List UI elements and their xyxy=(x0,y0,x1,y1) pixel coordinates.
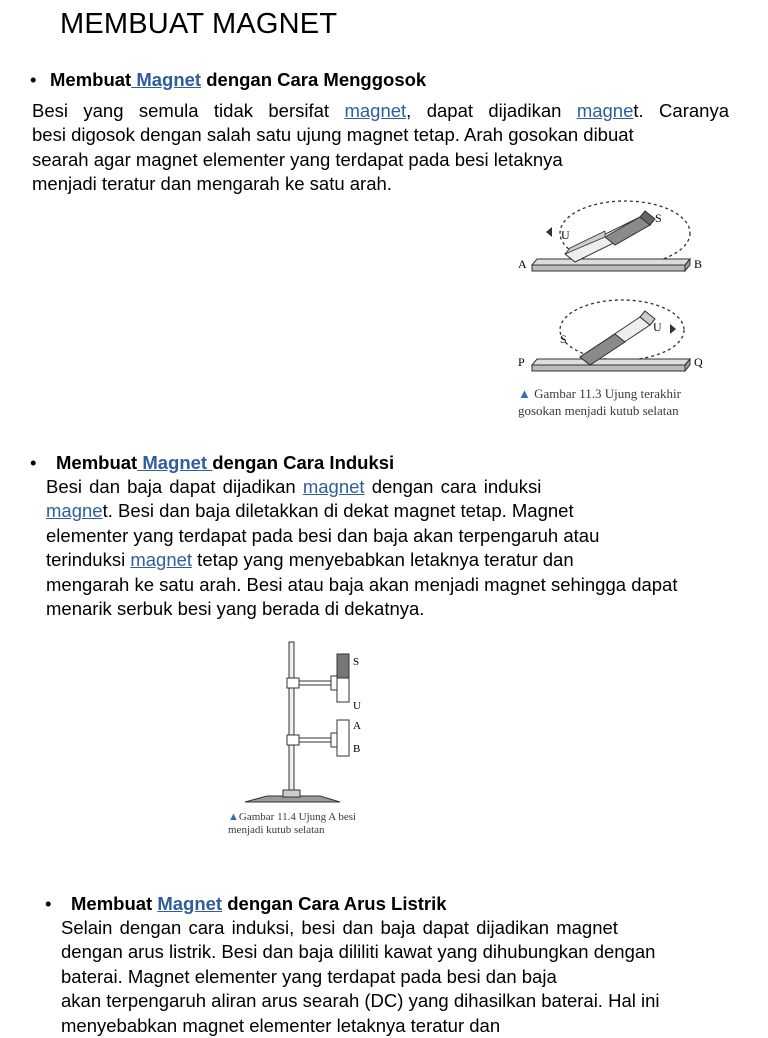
heading-text: dengan Cara Arus Listrik xyxy=(222,893,447,914)
paragraph-line: menyebabkan magnet elementer letaknya teratur dan xyxy=(61,1014,501,1036)
figure-caption: ▲Gambar 11.4 Ujung A besi menjadi kutub selatan xyxy=(228,811,357,836)
paragraph-line: Selain dengan cara induksi, besi dan baja dapat dijadikan magnet xyxy=(61,917,618,938)
figure-rubbing-magnet xyxy=(510,195,725,425)
magnet-link[interactable]: magne xyxy=(576,100,634,121)
caption-triangle-icon: ▲ xyxy=(518,386,531,401)
heading-text: Membuat xyxy=(71,893,158,914)
paragraph-line: mengarah ke satu arah. Besi atau baja akan menjadi magnet sehingga dapat xyxy=(46,573,678,595)
paragraph-arus-listrik xyxy=(61,916,721,1038)
pole-label: S xyxy=(655,211,662,225)
page-title: MEMBUAT MAGNET xyxy=(60,8,338,40)
end-label: A xyxy=(353,720,361,732)
paragraph-line: menarik serbuk besi yang berada di dekatnya. xyxy=(46,598,425,620)
paragraph-menggosok xyxy=(32,99,729,197)
paragraph-line: elementer yang terdapat pada besi dan baja akan terpengaruh atau xyxy=(46,524,600,546)
paragraph-line: Besi dan baja dapat dijadikan magnet dengan cara induksi xyxy=(46,476,542,497)
paragraph-line: Besi yang semula tidak bersifat magnet, dapat dijadikan magnet. Caranya xyxy=(32,100,729,121)
paragraph-line: besi digosok dengan salah satu ujung magnet tetap. Arah gosokan dibuat xyxy=(32,124,634,146)
bar-end-label: P xyxy=(518,355,525,369)
pole-label: S xyxy=(353,656,360,668)
section-heading-induksi xyxy=(30,452,394,474)
magnet-link[interactable]: Magnet xyxy=(157,893,223,914)
pole-label: S xyxy=(560,332,567,346)
section-heading-arus-listrik xyxy=(45,893,447,915)
section-heading-menggosok xyxy=(30,69,426,91)
magnet-link[interactable]: Magnet xyxy=(131,69,202,90)
figure-caption: ▲ Gambar 11.3 Ujung terakhir gosokan menjadi kutub selatan xyxy=(518,386,681,418)
caption-triangle-icon: ▲ xyxy=(228,811,239,823)
magnet-link[interactable]: magnet xyxy=(130,549,193,571)
paragraph-line: magnet. Besi dan baja diletakkan di dekat magnet tetap. Magnet xyxy=(46,500,574,522)
bar-end-label: B xyxy=(694,257,703,271)
heading-text: Membuat xyxy=(56,452,138,473)
pole-label: U xyxy=(653,320,662,334)
heading-text: Membuat xyxy=(50,69,132,90)
induction-diagram xyxy=(225,638,405,808)
paragraph-induksi xyxy=(46,475,738,621)
magnet-link[interactable]: magne xyxy=(46,500,103,522)
bullet: • xyxy=(30,69,37,90)
paragraph-line: menjadi teratur dan mengarah ke satu arah. xyxy=(32,173,392,195)
magnet-link[interactable]: magnet xyxy=(302,476,365,497)
paragraph-line: akan terpengaruh aliran arus searah (DC) yang dihasilkan baterai. Hal ini xyxy=(61,990,660,1012)
bar-end-label: Q xyxy=(694,355,703,369)
heading-text: dengan Cara Menggosok xyxy=(201,69,427,90)
paragraph-line: dengan arus listrik. Besi dan baja dililiti kawat yang dihubungkan dengan xyxy=(61,941,656,963)
magnet-link[interactable]: Magnet xyxy=(137,452,213,473)
figure-induction xyxy=(225,638,405,843)
pole-label: U xyxy=(561,228,570,242)
paragraph-line: terinduksi magnet tetap yang menyebabkan letaknya teratur dan xyxy=(46,549,574,571)
magnet-link[interactable]: magnet xyxy=(344,100,407,121)
pole-label: U xyxy=(353,700,361,712)
bar-end-label: A xyxy=(518,257,527,271)
bullet: • xyxy=(45,893,52,914)
bullet: • xyxy=(30,452,37,473)
paragraph-line: baterai. Magnet elementer yang terdapat pada besi dan baja xyxy=(61,965,557,987)
paragraph-line: searah agar magnet elementer yang terdapat pada besi letaknya xyxy=(32,148,563,170)
heading-text: dengan Cara Induksi xyxy=(212,452,395,473)
end-label: B xyxy=(353,743,361,755)
